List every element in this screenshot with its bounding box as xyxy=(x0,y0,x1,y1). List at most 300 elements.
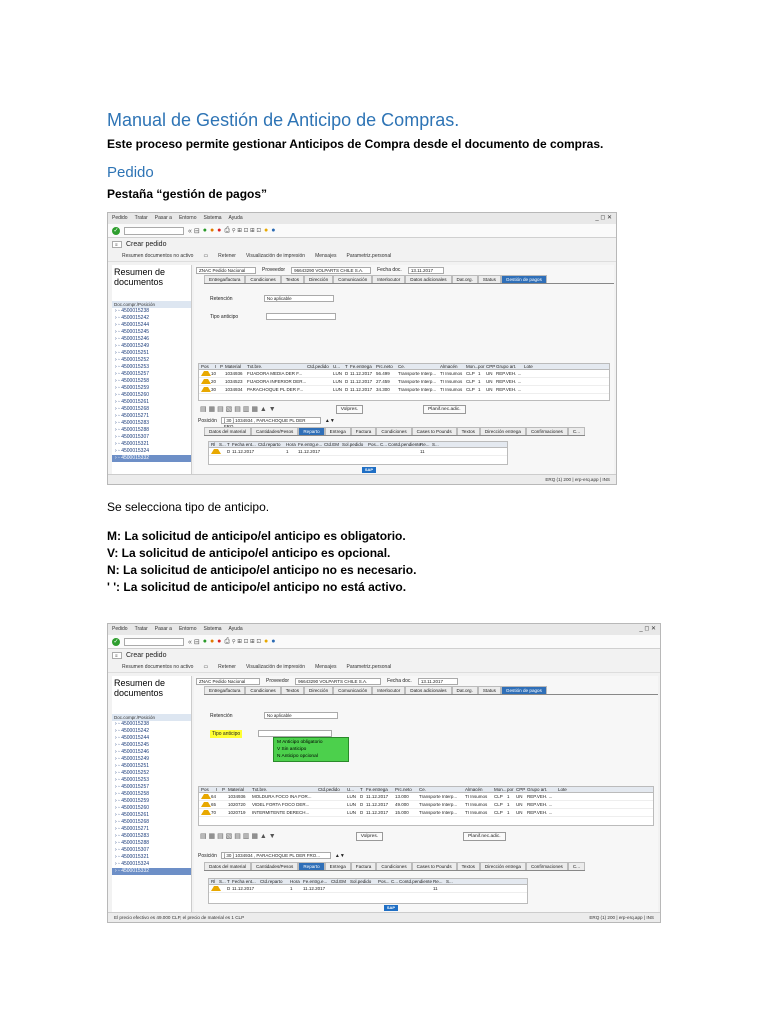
tab-cases-to-pounds[interactable]: Cases to Pounds xyxy=(412,427,457,435)
doc-list-item[interactable]: › ◦ 4500015324 xyxy=(115,861,150,867)
table-cell: TI Insumos xyxy=(440,379,463,384)
table-cell: 34.300 xyxy=(376,387,390,392)
column-header[interactable]: Sol.pedido xyxy=(350,879,372,884)
date-field[interactable]: 13.11.2017 xyxy=(418,678,458,685)
table-cell: D xyxy=(227,449,231,454)
warning-icon xyxy=(201,379,211,384)
table-cell: 13.000 xyxy=(395,794,409,799)
menu-item[interactable]: Entorno xyxy=(178,215,197,221)
doc-list-item[interactable]: › ◦ 4500015332 xyxy=(112,455,191,462)
doc-list-item[interactable]: › ◦ 4500015245 xyxy=(115,329,150,335)
doc-intro: Este proceso permite gestionar Anticipos de Compra desde el documento de compras. xyxy=(107,137,604,151)
warning-icon xyxy=(201,810,211,815)
table-cell xyxy=(209,448,217,455)
tab-confirmaciones[interactable]: Confirmaciones xyxy=(526,862,568,870)
tab-textos[interactable]: Textos xyxy=(281,275,304,283)
table-cell xyxy=(386,448,418,455)
doc-list-item[interactable]: › ◦ 4500015242 xyxy=(115,728,150,734)
table-cell: D xyxy=(345,387,349,392)
column-header[interactable]: Grupo art. xyxy=(527,787,548,792)
doc-list-item[interactable]: › ◦ 4500015244 xyxy=(115,322,150,328)
doc-list-item[interactable]: › ◦ 4500015321 xyxy=(115,854,150,860)
tab-status[interactable]: Status xyxy=(478,275,501,283)
menu-item[interactable]: Pasar a xyxy=(154,626,172,632)
doc-list-item[interactable]: › ◦ 4500015307 xyxy=(115,434,150,440)
table-cell: TI Insumos xyxy=(440,387,463,392)
column-header[interactable]: Fe.entrg.e... xyxy=(303,879,328,884)
print-preview-button[interactable]: Visualización de impresión xyxy=(245,252,306,259)
tab-status[interactable]: Status xyxy=(478,686,501,694)
doc-list-item[interactable]: › ◦ 4500015288 xyxy=(115,840,150,846)
table-cell xyxy=(329,885,348,892)
table-cell xyxy=(556,801,571,808)
personal-settings-button[interactable]: Parametriz.personal xyxy=(346,252,392,259)
hold-button[interactable]: Retener xyxy=(218,663,236,670)
dropdown-option[interactable]: M Anticipo obligatorio xyxy=(277,740,323,745)
table-row[interactable] xyxy=(199,378,609,386)
column-header[interactable]: Rl xyxy=(211,879,216,884)
tab-cases-to-pounds[interactable]: Cases to Pounds xyxy=(412,862,457,870)
column-header[interactable]: Ctd.EM xyxy=(324,442,340,447)
doc-list-item[interactable]: › ◦ 4500015258 xyxy=(115,378,150,384)
standard-toolbar xyxy=(108,635,660,649)
menu-item[interactable]: Ayuda xyxy=(228,215,243,221)
doc-list-item[interactable]: › ◦ 4500015244 xyxy=(115,735,150,741)
column-header[interactable]: Contd.pendiente xyxy=(399,879,433,884)
retencion-select[interactable]: No aplicable xyxy=(264,295,334,302)
tab-datos-del-material[interactable]: Datos del material xyxy=(204,862,251,870)
doc-list-item[interactable]: › ◦ 4500015259 xyxy=(115,798,150,804)
column-header[interactable]: Fecha ent... xyxy=(232,879,256,884)
column-header[interactable]: Sol.pedido xyxy=(342,442,364,447)
menu-item[interactable]: Pasar a xyxy=(154,215,172,221)
column-header[interactable]: Mon... xyxy=(494,787,507,792)
table-cell: TI Insumos xyxy=(465,802,488,807)
column-header[interactable]: Fecha ent... xyxy=(232,442,256,447)
table-cell: TI Insumos xyxy=(465,810,488,815)
doc-list-item[interactable]: › ◦ 4500015251 xyxy=(115,350,150,356)
tab-cantidades-pesos[interactable]: Cantidades/Pesos xyxy=(251,427,298,435)
column-header[interactable]: Contd.pendiente xyxy=(388,442,422,447)
tab-direcci-n-entrega[interactable]: Dirección entrega xyxy=(480,427,526,435)
tab-caption: Pestaña “gestión de pagos” xyxy=(107,187,268,201)
tab-c-[interactable]: C... xyxy=(568,427,585,435)
tab-c-[interactable]: C... xyxy=(568,862,585,870)
column-header[interactable]: T xyxy=(345,364,348,369)
table-cell: D xyxy=(345,379,349,384)
table-cell xyxy=(209,885,217,892)
tab-confirmaciones[interactable]: Confirmaciones xyxy=(526,427,568,435)
grid-buttons xyxy=(200,832,506,841)
column-header[interactable]: Lote xyxy=(558,787,567,792)
column-header[interactable]: U... xyxy=(333,364,341,369)
table-cell xyxy=(348,885,376,892)
dropdown-option[interactable]: V Sin anticipo xyxy=(277,747,307,752)
table-cell xyxy=(322,448,340,455)
tipo-row xyxy=(210,730,332,737)
table-row[interactable] xyxy=(199,386,609,394)
column-header[interactable]: Re... xyxy=(420,442,430,447)
toolbar-icons[interactable]: « ⊟ ● ● ● ⎙ ⚲ ⊞ ⊡ ⊞ ⊡ ● ● xyxy=(188,637,276,646)
tab-datos-adicionales[interactable]: Datos adicionales xyxy=(405,686,451,694)
menu-button-icon[interactable]: ≡ xyxy=(112,241,122,248)
tab-dat-org-[interactable]: Dat.org. xyxy=(452,275,478,283)
tab-dat-org-[interactable]: Dat.org. xyxy=(452,686,478,694)
column-header[interactable]: Almacén xyxy=(440,364,458,369)
doc-list-item[interactable]: › ◦ 4500015268 xyxy=(115,819,150,825)
table-cell xyxy=(556,793,571,800)
warning-icon xyxy=(201,371,211,376)
menu-item[interactable]: Entorno xyxy=(178,626,197,632)
column-header[interactable]: Almacén xyxy=(465,787,483,792)
table-cell xyxy=(256,448,284,455)
column-header[interactable]: por xyxy=(478,364,485,369)
toolbar-icons[interactable]: « ⊟ ● ● ● ⎙ ⚲ ⊞ ⊡ ⊞ ⊡ ● ● xyxy=(188,226,276,235)
window-controls-icon[interactable]: _ ◻ ✕ xyxy=(639,626,656,632)
tab-entrega[interactable]: Entrega xyxy=(325,427,351,435)
table-cell: 1 xyxy=(286,449,289,454)
table-cell xyxy=(366,448,378,455)
nav-arrows-icon[interactable]: ▲▼ xyxy=(324,417,335,424)
menu-bar xyxy=(108,624,660,635)
column-header[interactable]: Pos xyxy=(201,787,209,792)
table-row[interactable] xyxy=(209,448,507,456)
tab-direcci-n[interactable]: Dirección xyxy=(304,686,333,694)
tab-condiciones[interactable]: Condiciones xyxy=(376,862,411,870)
table-cell: FIJADORA INFERIOR DER... xyxy=(247,379,307,384)
table-cell: UN xyxy=(516,794,523,799)
items-grid xyxy=(198,786,654,826)
window-controls-icon[interactable]: _ ◻ ✕ xyxy=(595,215,612,221)
retencion-label: Retención xyxy=(210,295,233,302)
doc-list-item[interactable]: › ◦ 4500015253 xyxy=(115,777,150,783)
doc-list-item[interactable]: › ◦ 4500015271 xyxy=(115,413,150,419)
vendor-field[interactable]: 96643290 VOLPARTS CHILE S.A. xyxy=(291,267,371,274)
column-header[interactable]: CPP xyxy=(486,364,496,369)
table-cell: 49.000 xyxy=(395,802,409,807)
table-row[interactable] xyxy=(199,809,653,817)
table-cell: 11.12.2017 xyxy=(303,886,326,891)
planif-button[interactable]: Planif.nec.adic. xyxy=(423,405,466,414)
column-header[interactable]: Rl xyxy=(211,442,216,447)
standard-toolbar xyxy=(108,224,616,238)
doc-list-item[interactable]: › ◦ 4500015242 xyxy=(115,315,150,321)
doc-type-select[interactable]: ZNAC Pedido Nacional xyxy=(196,678,260,685)
header-row xyxy=(194,265,614,275)
table-cell: UN xyxy=(486,379,493,384)
table-cell: CLP xyxy=(494,802,503,807)
tab-datos-adicionales[interactable]: Datos adicionales xyxy=(405,275,451,283)
column-header[interactable]: Pos... xyxy=(368,442,380,447)
doc-list-item[interactable]: › ◦ 4500015249 xyxy=(115,343,150,349)
table-cell: INTERMITENTE DERECH... xyxy=(252,810,310,815)
menu-item[interactable]: Sistema xyxy=(203,626,222,632)
column-header[interactable]: T xyxy=(360,787,363,792)
column-header[interactable]: S... xyxy=(219,879,226,884)
column-header[interactable]: T xyxy=(227,442,230,447)
doc-list-item[interactable]: › ◦ 4500015246 xyxy=(115,749,150,755)
menu-item[interactable]: Ayuda xyxy=(228,626,243,632)
column-header[interactable]: I xyxy=(216,787,218,792)
tab-comunicaci-n[interactable]: Comunicación xyxy=(333,686,372,694)
check-icon[interactable]: ✓ xyxy=(113,638,119,645)
table-cell xyxy=(305,386,331,393)
column-header[interactable]: Mon... xyxy=(466,364,479,369)
tab-comunicaci-n[interactable]: Comunicación xyxy=(333,275,372,283)
column-header[interactable]: Txt.bre. xyxy=(252,787,268,792)
doc-list-item[interactable]: › ◦ 4500015249 xyxy=(115,756,150,762)
table-cell: CLP xyxy=(466,379,475,384)
column-header[interactable]: T xyxy=(227,879,230,884)
main-area xyxy=(194,676,658,912)
tab-interlocutor[interactable]: Interlocutor xyxy=(372,686,405,694)
doc-type-select[interactable]: ZNAC Pedido Nacional xyxy=(196,267,256,274)
tab-gesti-n-de-pagos[interactable]: Gestión de pagos xyxy=(501,275,547,283)
position-label: Posición xyxy=(198,417,217,424)
table-cell: D xyxy=(360,810,364,815)
overview-column-header: Doc.compr./Posición xyxy=(112,714,191,721)
table-cell xyxy=(444,885,452,892)
document-icon[interactable]: ▭ xyxy=(203,252,209,259)
column-header[interactable]: Ctd.reparto xyxy=(260,879,283,884)
doc-list-item[interactable]: › ◦ 4500015283 xyxy=(115,420,150,426)
doc-title: Manual de Gestión de Anticipo de Compras. xyxy=(107,110,460,130)
column-header[interactable]: Re... xyxy=(433,879,443,884)
table-cell xyxy=(316,793,345,800)
table-cell: 64 xyxy=(199,793,214,800)
table-cell: Transporte Interp... xyxy=(398,371,437,376)
document-icon[interactable]: ▭ xyxy=(203,663,209,670)
column-header[interactable]: Material xyxy=(225,364,242,369)
column-header[interactable]: S... xyxy=(446,879,453,884)
doc-list-item[interactable]: › ◦ 4500015307 xyxy=(115,847,150,853)
date-field[interactable]: 13.11.2017 xyxy=(408,267,444,274)
column-header[interactable]: S... xyxy=(432,442,439,447)
planif-button[interactable]: Planif.nec.adic. xyxy=(463,832,506,841)
column-header[interactable]: P xyxy=(220,364,224,369)
doc-list-item[interactable]: › ◦ 4500015245 xyxy=(115,742,150,748)
table-cell: Transporte Interp... xyxy=(398,387,437,392)
menu-button-icon[interactable]: ≡ xyxy=(112,652,122,659)
column-header[interactable]: Ctd.pedido xyxy=(307,364,329,369)
column-header[interactable]: CPP xyxy=(516,787,526,792)
doc-list-item[interactable]: › ◦ 4500015252 xyxy=(115,770,150,776)
schedule-grid xyxy=(208,878,528,904)
table-cell: 1034934 xyxy=(225,387,243,392)
tab-factura[interactable]: Factura xyxy=(351,427,377,435)
table-cell: 1034936 xyxy=(228,794,246,799)
table-row[interactable] xyxy=(209,885,527,893)
tipo-anticipo-label: Tipo anticipo xyxy=(212,730,241,737)
tipo-anticipo-select[interactable] xyxy=(258,730,332,737)
menu-item[interactable]: Tratar xyxy=(134,626,148,632)
tab-condiciones[interactable]: Condiciones xyxy=(245,275,280,283)
grid-toolbar-icons[interactable]: ▤ ▦ ▤ ▧ ▤ ▥ ▦ ▲ ▼ xyxy=(200,406,276,413)
header-row xyxy=(194,676,658,686)
column-header[interactable]: Grupo art. xyxy=(496,364,517,369)
table-cell: 11.12.2017 xyxy=(366,802,389,807)
doc-list-item[interactable]: › ◦ 4500015271 xyxy=(115,826,150,832)
doc-list-item[interactable]: › ◦ 4500015332 xyxy=(112,868,191,875)
column-header[interactable]: I xyxy=(215,364,217,369)
nav-arrows-icon[interactable]: ▲▼ xyxy=(334,852,345,859)
tab-factura[interactable]: Factura xyxy=(351,862,377,870)
column-header[interactable]: Material xyxy=(228,787,245,792)
tab-cantidades-pesos[interactable]: Cantidades/Pesos xyxy=(251,862,298,870)
table-cell: 1 xyxy=(507,802,510,807)
doc-list-item[interactable]: › ◦ 4500015246 xyxy=(115,336,150,342)
table-cell xyxy=(522,370,536,377)
retencion-select[interactable]: No aplicable xyxy=(264,712,338,719)
tab-textos[interactable]: Textos xyxy=(457,427,480,435)
column-header[interactable]: Fe.entrg.e... xyxy=(298,442,323,447)
volpres-button[interactable]: Volpres. xyxy=(356,832,383,841)
check-icon[interactable]: ✓ xyxy=(113,227,119,234)
tab-interlocutor[interactable]: Interlocutor xyxy=(372,275,405,283)
column-header[interactable]: C... xyxy=(380,442,388,447)
personal-settings-button[interactable]: Parametriz.personal xyxy=(346,663,392,670)
doc-list-item[interactable]: › ◦ 4500015258 xyxy=(115,791,150,797)
doc-list-item[interactable]: › ◦ 4500015321 xyxy=(115,441,150,447)
tipo-anticipo-select[interactable] xyxy=(266,313,336,320)
screen-title: Crear pedido xyxy=(126,651,167,659)
tab-gesti-n-de-pagos[interactable]: Gestión de pagos xyxy=(501,686,547,694)
position-select[interactable]: [ 30 ] 1034934 , PARACHOQUE PL DER xyxy=(221,417,321,424)
option-blank: ' ': La solicitud de anticipo/el anticipo no está activo. xyxy=(107,580,407,594)
vendor-label: Proveedor xyxy=(266,678,290,684)
column-header[interactable]: Ctd.pedido xyxy=(318,787,340,792)
column-header[interactable]: Fe.entrega xyxy=(366,787,388,792)
column-header[interactable]: Fe.entrega xyxy=(350,364,372,369)
vendor-label: Proveedor xyxy=(262,267,286,273)
sap-window-2 xyxy=(107,623,661,923)
tab-textos[interactable]: Textos xyxy=(281,686,304,694)
command-field[interactable] xyxy=(124,638,184,646)
menu-item[interactable]: Pedido xyxy=(112,626,128,632)
tab-reparto[interactable]: Reparto xyxy=(298,427,324,435)
doc-overview-button[interactable]: Resumen documentos no activo xyxy=(122,252,194,259)
doc-list-item[interactable]: › ◦ 4500015288 xyxy=(115,427,150,433)
table-row[interactable] xyxy=(199,793,653,801)
dropdown-option[interactable]: N Anticipo opcional xyxy=(277,754,318,759)
column-header[interactable]: Hora xyxy=(286,442,296,447)
menu-item[interactable]: Tratar xyxy=(134,215,148,221)
doc-list-item[interactable]: › ◦ 4500015252 xyxy=(115,357,150,363)
doc-list-item[interactable]: › ◦ 4500015261 xyxy=(115,399,150,405)
tab-entrega-factura[interactable]: Entrega/factura xyxy=(204,275,245,283)
tab-direcci-n-entrega[interactable]: Dirección entrega xyxy=(480,862,526,870)
tab-entrega[interactable]: Entrega xyxy=(325,862,351,870)
table-cell: D xyxy=(227,886,231,891)
column-header[interactable]: Ce. xyxy=(398,364,406,369)
doc-list-item[interactable]: › ◦ 4500015238 xyxy=(115,721,150,727)
grid-toolbar-icons[interactable]: ▤ ▦ ▤ ▧ ▤ ▥ ▦ ▲ ▼ xyxy=(200,833,276,840)
tab-reparto[interactable]: Reparto xyxy=(298,862,324,870)
messages-button[interactable]: Mensajes xyxy=(315,663,337,670)
menu-item[interactable]: Pedido xyxy=(112,215,128,221)
table-cell: 1 xyxy=(507,810,510,815)
doc-overview-button[interactable]: Resumen documentos no activo xyxy=(122,663,194,670)
doc-list-item[interactable]: › ◦ 4500015268 xyxy=(115,406,150,412)
table-cell: TI Insumos xyxy=(440,371,463,376)
column-header[interactable]: Prc.neto xyxy=(376,364,393,369)
doc-list-item[interactable]: › ◦ 4500015251 xyxy=(115,763,150,769)
overview-column-header: Doc.compr./Posición xyxy=(112,301,191,308)
column-header[interactable]: Ctd.reparto xyxy=(258,442,281,447)
messages-button[interactable]: Mensajes xyxy=(315,252,337,259)
column-header[interactable]: P xyxy=(222,787,226,792)
table-cell xyxy=(389,885,397,892)
table-cell: 11.12.2017 xyxy=(232,886,255,891)
status-bar xyxy=(108,912,660,922)
tab-entrega-factura[interactable]: Entrega/factura xyxy=(204,686,245,694)
tab-condiciones[interactable]: Condiciones xyxy=(245,686,280,694)
tab-textos[interactable]: Textos xyxy=(457,862,480,870)
column-header[interactable]: Pos... xyxy=(378,879,390,884)
doc-list-item[interactable]: › ◦ 4500015238 xyxy=(115,308,150,314)
column-header[interactable]: por xyxy=(507,787,514,792)
tab-direcci-n[interactable]: Dirección xyxy=(304,275,333,283)
doc-list-item[interactable]: › ◦ 4500015283 xyxy=(115,833,150,839)
doc-list-item[interactable]: › ◦ 4500015253 xyxy=(115,364,150,370)
table-cell: REP.VEH. ... xyxy=(496,379,522,384)
table-row[interactable] xyxy=(199,370,609,378)
tipo-anticipo-dropdown[interactable] xyxy=(273,737,349,762)
table-cell: 1 xyxy=(507,794,510,799)
doc-list-item[interactable]: › ◦ 4500015257 xyxy=(115,784,150,790)
print-preview-button[interactable]: Visualización de impresión xyxy=(245,663,306,670)
status-message: El precio efectivo es 49.000 CLP, el precio de material es 1 CLP xyxy=(114,915,245,920)
column-header[interactable]: Prc.neto xyxy=(395,787,412,792)
column-header[interactable]: C... xyxy=(391,879,399,884)
table-row[interactable] xyxy=(199,801,653,809)
column-header[interactable]: Txt.bre. xyxy=(247,364,263,369)
tab-condiciones[interactable]: Condiciones xyxy=(376,427,411,435)
overview-title: Resumen de documentos xyxy=(114,678,166,698)
table-cell: LUN xyxy=(347,794,357,799)
column-header[interactable]: S... xyxy=(219,442,226,447)
doc-list-item[interactable]: › ◦ 4500015324 xyxy=(115,448,150,454)
status-bar xyxy=(108,474,616,484)
tab-datos-del-material[interactable]: Datos del material xyxy=(204,427,251,435)
doc-list xyxy=(112,308,191,462)
volpres-button[interactable]: Volpres. xyxy=(336,405,363,414)
menu-item[interactable]: Sistema xyxy=(203,215,222,221)
vendor-field[interactable]: 96643290 VOLPARTS CHILE S.A. xyxy=(295,678,381,685)
application-toolbar xyxy=(108,250,616,262)
column-header[interactable]: Lote xyxy=(524,364,533,369)
column-header[interactable]: Ce. xyxy=(419,787,427,792)
hold-button[interactable]: Retener xyxy=(218,252,236,259)
doc-list-item[interactable]: › ◦ 4500015257 xyxy=(115,371,150,377)
column-header[interactable]: Hora xyxy=(290,879,300,884)
table-cell: VIDEL FORTA FOCO DER... xyxy=(252,802,310,807)
table-cell: 1034523 xyxy=(225,379,243,384)
doc-list-item[interactable]: › ◦ 4500015259 xyxy=(115,385,150,391)
table-cell xyxy=(522,378,536,385)
header-tabs xyxy=(204,275,614,284)
doc-list-item[interactable]: › ◦ 4500015260 xyxy=(115,392,150,398)
column-header[interactable]: Ctd.EM xyxy=(331,879,347,884)
command-field[interactable] xyxy=(124,227,184,235)
doc-list-item[interactable]: › ◦ 4500015260 xyxy=(115,805,150,811)
column-header[interactable]: U... xyxy=(347,787,355,792)
column-header[interactable]: Pos xyxy=(201,364,209,369)
position-select[interactable]: [ 30 ] 1034934 , PARACHOQUE PL DER FRO... xyxy=(221,852,331,859)
table-cell: LUN xyxy=(333,379,343,384)
option-m: M: La solicitud de anticipo/el anticipo es obligatorio. xyxy=(107,529,406,543)
doc-list-item[interactable]: › ◦ 4500015261 xyxy=(115,812,150,818)
